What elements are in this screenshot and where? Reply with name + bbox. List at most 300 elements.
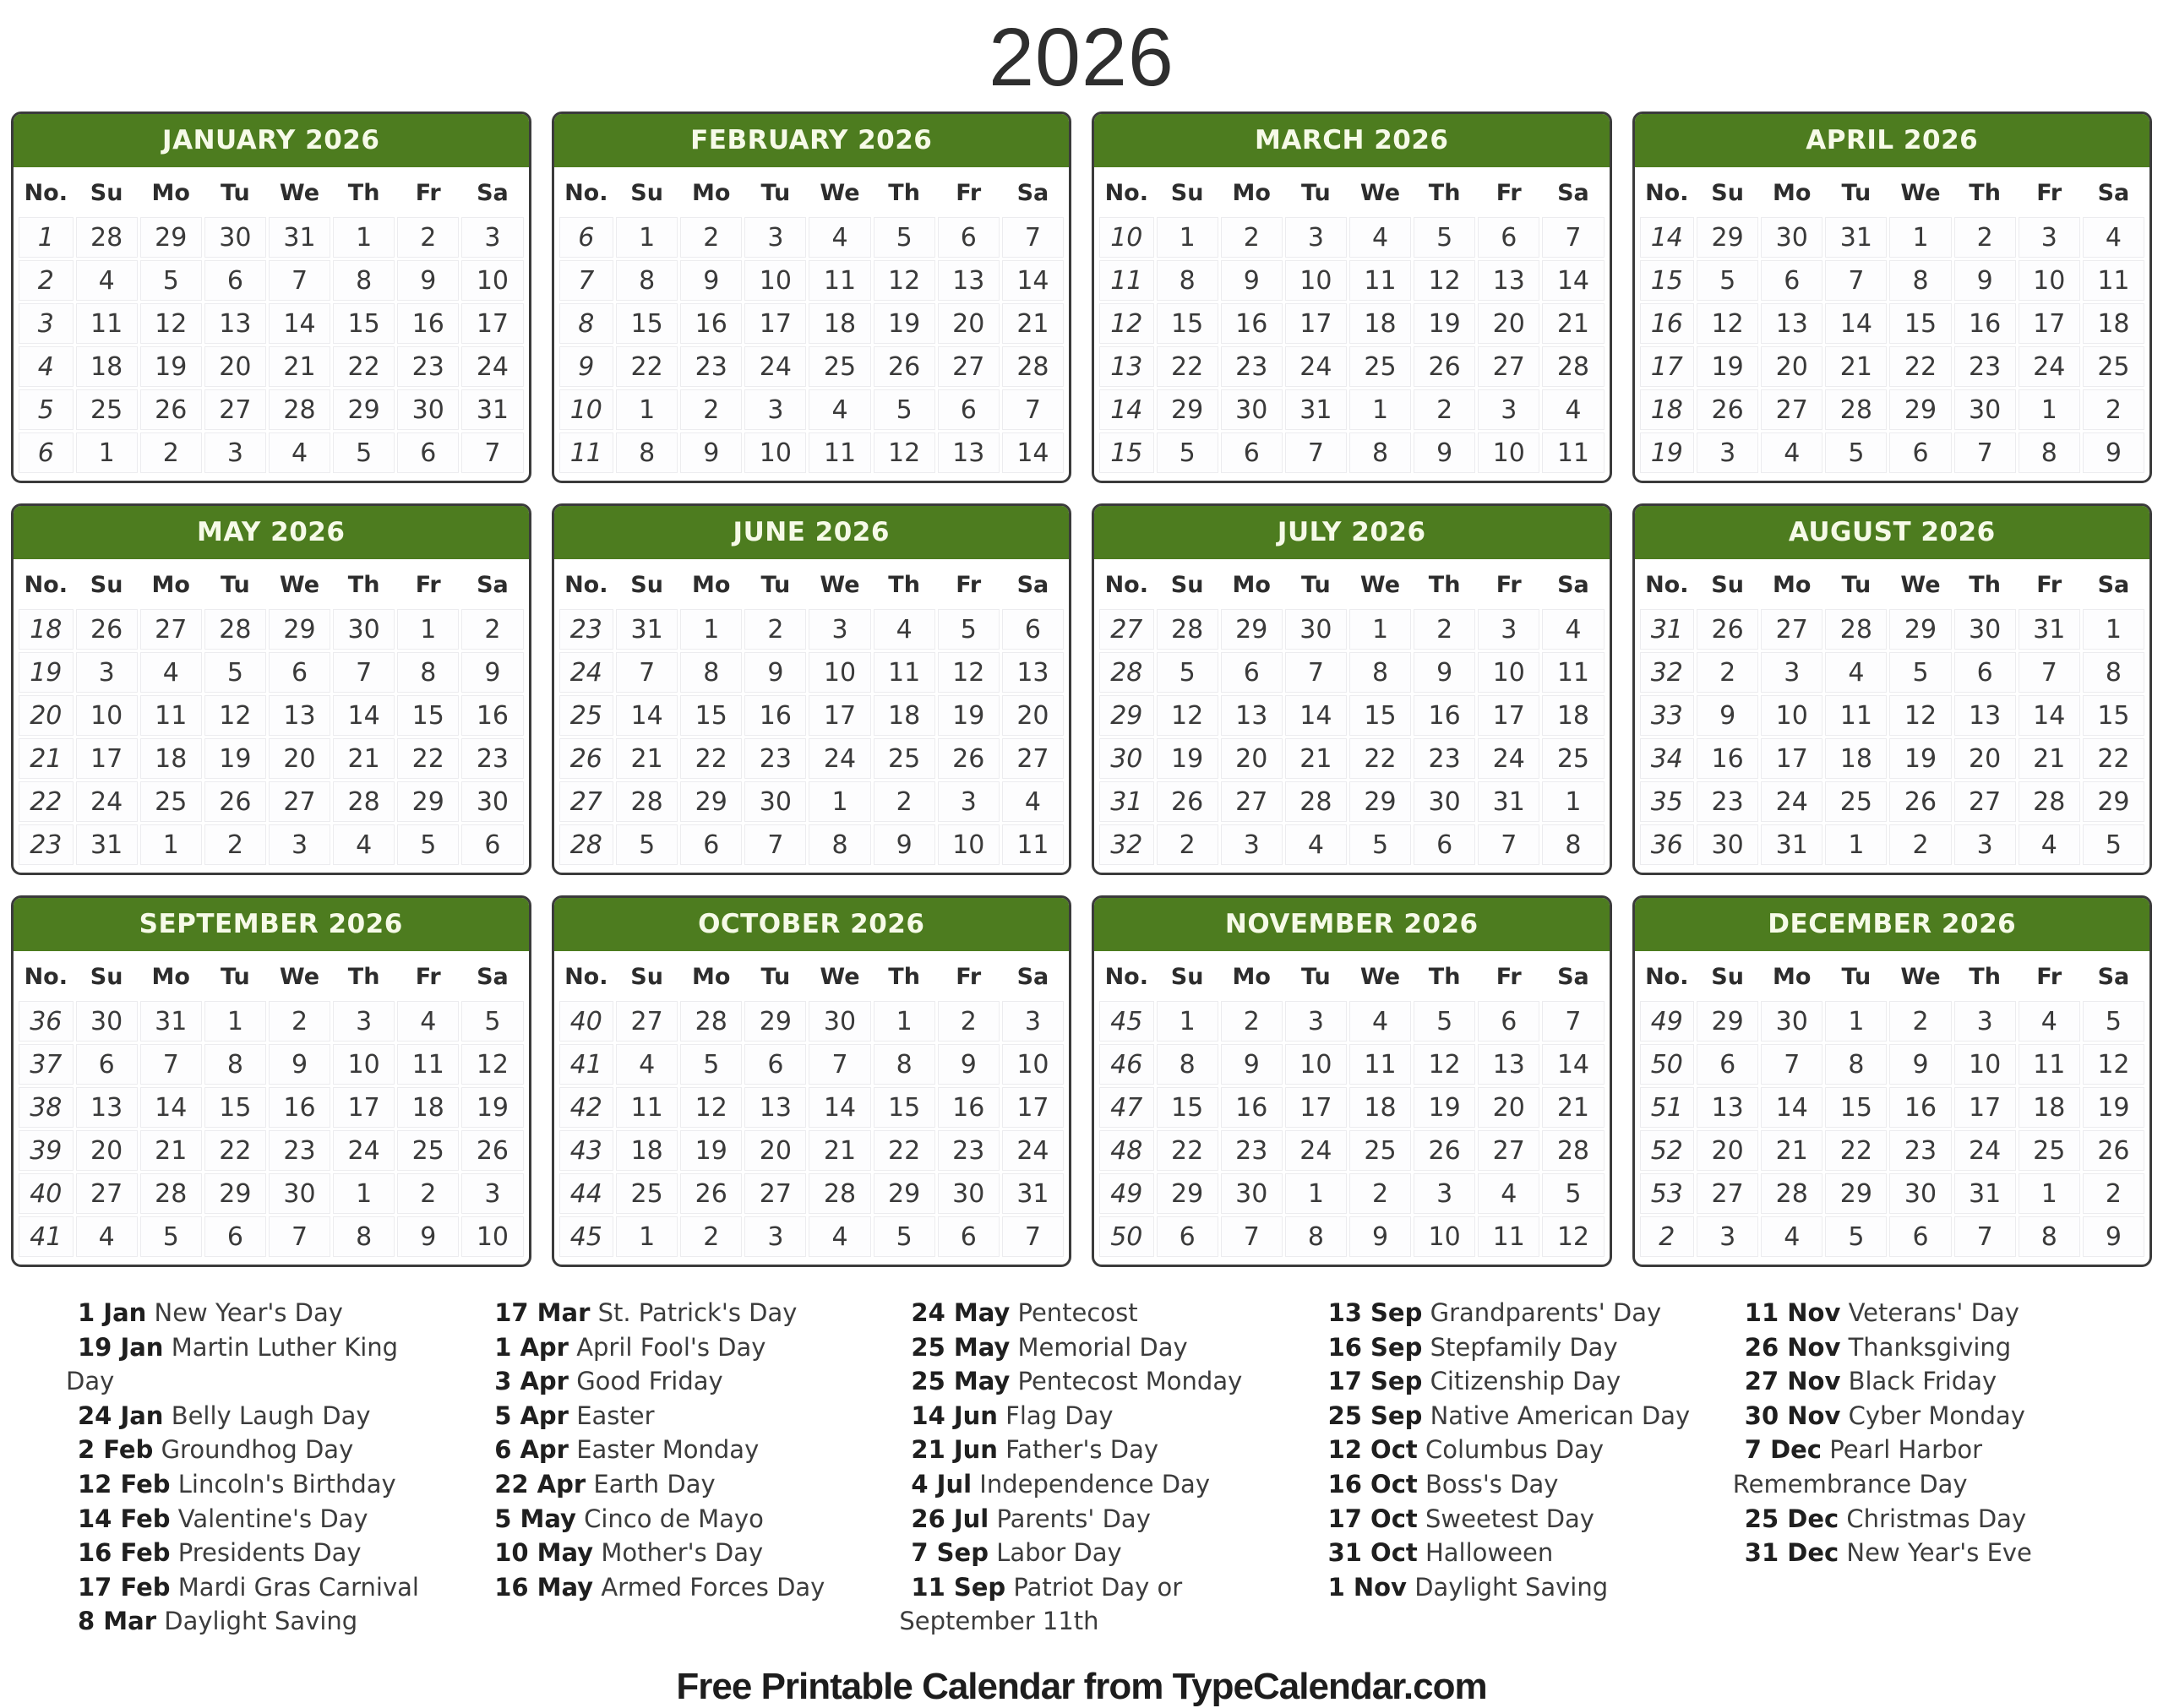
day-cell: 15	[874, 1087, 935, 1128]
holiday-name: Pentecost	[1017, 1298, 1138, 1327]
week-row	[559, 1087, 1065, 1128]
day-cell: 18	[874, 695, 935, 736]
day-cell: 4	[1285, 824, 1347, 865]
day-cell: 7	[1002, 1216, 1064, 1257]
day-cell: 15	[2083, 695, 2144, 736]
week-number-header: No.	[559, 957, 614, 998]
week-row	[559, 389, 1065, 430]
day-cell: 28	[76, 217, 138, 258]
week-number: 11	[1099, 260, 1154, 301]
holiday-item	[1316, 1570, 1696, 1605]
day-cell: 30	[397, 389, 459, 430]
holiday-day-cell: 8	[1157, 260, 1218, 301]
weekday-header: Fr	[1478, 173, 1539, 215]
weekday-header: Sa	[461, 565, 523, 607]
day-cell: 12	[1889, 695, 1951, 736]
day-cell: 1	[2019, 1173, 2080, 1214]
day-cell: 31	[1761, 824, 1822, 865]
day-cell: 24	[1954, 1130, 2016, 1171]
day-cell: 21	[1542, 303, 1604, 344]
day-cell: 22	[874, 1130, 935, 1171]
day-cell: 5	[1825, 1216, 1887, 1257]
week-row	[559, 1216, 1065, 1257]
holiday-day-cell: 8	[616, 432, 678, 473]
day-cell: 15	[204, 1087, 266, 1128]
day-cell: 12	[204, 695, 266, 736]
holiday-day-cell: 25	[140, 781, 202, 822]
day-cell: 9	[1954, 260, 2016, 301]
day-cell: 13	[1002, 652, 1064, 693]
day-cell: 29	[1157, 1173, 1218, 1214]
week-row	[559, 303, 1065, 344]
week-row	[559, 1173, 1065, 1214]
day-cell: 5	[2083, 824, 2144, 865]
week-number: 39	[19, 1130, 74, 1171]
day-cell: 25	[809, 346, 870, 387]
weekday-header: Fr	[1478, 565, 1539, 607]
day-cell: 10	[744, 260, 806, 301]
day-cell: 4	[140, 652, 202, 693]
holiday-name: Belly Laugh Day	[171, 1401, 371, 1430]
day-cell: 19	[2083, 1087, 2144, 1128]
day-cell: 27	[1954, 781, 2016, 822]
day-cell: 1	[333, 1173, 395, 1214]
week-row	[1640, 609, 2145, 650]
day-cell: 19	[1889, 738, 1951, 779]
holiday-date: 1 Nov	[1327, 1572, 1407, 1602]
holiday-date: 25 May	[911, 1367, 1011, 1396]
holiday-name: Sweetest Day	[1425, 1504, 1594, 1533]
week-number-header: No.	[559, 565, 614, 607]
day-cell: 10	[744, 432, 806, 473]
holiday-name: Independence Day	[979, 1469, 1210, 1499]
day-cell: 8	[1349, 432, 1411, 473]
day-cell: 20	[1478, 1087, 1539, 1128]
holiday-item	[66, 1502, 445, 1537]
day-cell: 8	[1889, 260, 1951, 301]
holiday-name: Columbus Day	[1425, 1435, 1605, 1465]
day-cell: 3	[76, 652, 138, 693]
day-cell: 10	[1002, 1044, 1064, 1085]
day-cell: 25	[1825, 781, 1887, 822]
week-number: 14	[1099, 389, 1154, 430]
weekday-header: Mo	[1221, 173, 1283, 215]
holiday-day-cell: 4	[1002, 781, 1064, 822]
weekday-header: Th	[333, 565, 395, 607]
day-cell: 16	[1889, 1087, 1951, 1128]
day-cell: 25	[874, 738, 935, 779]
week-row	[19, 1216, 524, 1257]
day-cell: 16	[397, 303, 459, 344]
weekday-header: Fr	[397, 957, 459, 998]
day-cell: 12	[461, 1044, 523, 1085]
day-cell: 16	[744, 695, 806, 736]
day-cell: 9	[1221, 1044, 1283, 1085]
day-cell: 30	[333, 609, 395, 650]
day-cell: 18	[1349, 303, 1411, 344]
week-number: 32	[1640, 652, 1695, 693]
day-cell: 3	[1954, 824, 2016, 865]
day-cell: 21	[269, 346, 330, 387]
day-cell: 9	[1221, 260, 1283, 301]
day-cell: 17	[1954, 1087, 2016, 1128]
week-number: 45	[559, 1216, 614, 1257]
day-cell: 11	[140, 695, 202, 736]
week-row	[1640, 1087, 2145, 1128]
day-cell: 10	[1285, 260, 1347, 301]
weekday-header: Su	[76, 173, 138, 215]
day-cell: 22	[333, 346, 395, 387]
holiday-item	[899, 1399, 1278, 1433]
day-cell: 3	[269, 824, 330, 865]
holiday-day-cell: 13	[76, 1087, 138, 1128]
day-cell: 28	[616, 781, 678, 822]
day-cell: 15	[1889, 303, 1951, 344]
month-card	[1092, 895, 1612, 1267]
day-cell: 3	[461, 217, 523, 258]
day-cell: 20	[1002, 695, 1064, 736]
holiday-name: Grandparents' Day	[1430, 1298, 1662, 1327]
weekday-header: Tu	[1825, 957, 1887, 998]
weekday-header: Su	[616, 957, 678, 998]
day-cell: 4	[269, 432, 330, 473]
month-card	[552, 112, 1072, 483]
day-cell: 8	[204, 1044, 266, 1085]
day-cell: 3	[1954, 1001, 2016, 1042]
day-cell: 28	[1542, 346, 1604, 387]
day-cell: 28	[269, 389, 330, 430]
holiday-item	[1316, 1536, 1696, 1570]
weekday-header: Tu	[204, 173, 266, 215]
day-cell: 18	[2019, 1087, 2080, 1128]
day-cell: 2	[2083, 1173, 2144, 1214]
holiday-day-cell: 17	[744, 303, 806, 344]
month-title: MARCH 2026	[1094, 114, 1610, 167]
day-cell: 24	[1761, 781, 1822, 822]
holiday-name: Daylight Saving	[1414, 1572, 1609, 1602]
day-cell: 24	[333, 1130, 395, 1171]
holiday-item	[1316, 1399, 1696, 1433]
day-cell: 3	[1478, 609, 1539, 650]
day-cell: 1	[1825, 1001, 1887, 1042]
week-number: 50	[1640, 1044, 1695, 1085]
holiday-item	[482, 1570, 862, 1605]
day-cell: 3	[1285, 217, 1347, 258]
week-row	[19, 217, 524, 258]
day-cell: 5	[874, 217, 935, 258]
day-cell: 2	[1414, 389, 1475, 430]
day-cell: 13	[1478, 1044, 1539, 1085]
day-cell: 3	[744, 389, 806, 430]
month-card	[11, 895, 531, 1267]
page-title: 2026	[989, 11, 1174, 103]
day-cell: 6	[680, 824, 742, 865]
day-cell: 28	[333, 781, 395, 822]
day-cell: 7	[269, 1216, 330, 1257]
day-cell: 6	[204, 1216, 266, 1257]
day-cell: 20	[76, 1130, 138, 1171]
day-cell: 14	[1285, 695, 1347, 736]
holiday-item	[1316, 1364, 1696, 1399]
day-cell: 20	[1478, 303, 1539, 344]
day-cell: 23	[397, 346, 459, 387]
week-number: 11	[559, 432, 614, 473]
day-cell: 7	[809, 1044, 870, 1085]
month-title: JULY 2026	[1094, 506, 1610, 559]
week-number: 32	[1099, 824, 1154, 865]
week-number: 8	[559, 303, 614, 344]
weekday-header: Th	[874, 173, 935, 215]
day-cell: 19	[1414, 1087, 1475, 1128]
day-cell: 6	[938, 389, 1000, 430]
holiday-name: Easter	[576, 1401, 655, 1430]
day-cell: 24	[2019, 346, 2080, 387]
week-row	[1640, 346, 2145, 387]
holiday-list	[0, 1267, 2163, 1639]
weekday-header: Th	[1954, 173, 2016, 215]
weekday-header: Su	[1697, 957, 1758, 998]
day-cell: 27	[1761, 609, 1822, 650]
week-number-header: No.	[1099, 957, 1154, 998]
holiday-date: 10 May	[494, 1538, 594, 1568]
holiday-day-cell: 26	[1157, 781, 1218, 822]
holiday-item	[66, 1433, 445, 1467]
day-cell: 29	[269, 609, 330, 650]
day-cell: 3	[1761, 652, 1822, 693]
week-number: 41	[559, 1044, 614, 1085]
day-cell: 9	[874, 824, 935, 865]
day-cell: 2	[1697, 652, 1758, 693]
week-row	[1099, 1001, 1605, 1042]
day-cell: 18	[1825, 738, 1887, 779]
week-number: 23	[19, 824, 74, 865]
holiday-date: 31 Oct	[1327, 1538, 1418, 1568]
day-cell: 25	[1349, 1130, 1411, 1171]
holiday-day-cell: 5	[1697, 260, 1758, 301]
day-cell: 29	[874, 1173, 935, 1214]
day-cell: 6	[269, 652, 330, 693]
day-cell: 29	[1697, 1001, 1758, 1042]
day-cell: 2	[680, 389, 742, 430]
day-cell: 28	[1825, 389, 1887, 430]
holiday-day-cell: 10	[76, 695, 138, 736]
day-cell: 1	[680, 609, 742, 650]
day-cell: 22	[1825, 1130, 1887, 1171]
holiday-day-cell: 22	[1889, 346, 1951, 387]
day-cell: 8	[1157, 1044, 1218, 1085]
day-cell: 3	[1221, 824, 1283, 865]
holiday-name: Easter Monday	[576, 1435, 760, 1465]
day-cell: 2	[397, 217, 459, 258]
week-number-header: No.	[1640, 565, 1695, 607]
week-number: 36	[1640, 824, 1695, 865]
holiday-date: 16 Oct	[1327, 1469, 1418, 1499]
day-cell: 30	[1697, 824, 1758, 865]
week-row	[19, 652, 524, 693]
week-number-header: No.	[1640, 173, 1695, 215]
day-cell: 24	[1478, 738, 1539, 779]
holiday-date: 16 Feb	[78, 1538, 171, 1568]
day-cell: 31	[1478, 781, 1539, 822]
day-cell: 22	[2083, 738, 2144, 779]
holiday-date: 16 Sep	[1327, 1332, 1423, 1362]
week-row	[559, 217, 1065, 258]
day-cell: 6	[744, 1044, 806, 1085]
holiday-item	[899, 1502, 1278, 1537]
weekday-header: Sa	[2083, 565, 2144, 607]
day-cell: 11	[616, 1087, 678, 1128]
day-cell: 15	[616, 303, 678, 344]
week-row	[19, 389, 524, 430]
day-cell: 19	[680, 1130, 742, 1171]
day-cell: 26	[1889, 781, 1951, 822]
day-cell: 7	[1002, 217, 1064, 258]
day-cell: 25	[1542, 738, 1604, 779]
holiday-date: 16 May	[494, 1572, 594, 1602]
day-cell: 25	[2083, 346, 2144, 387]
day-cell: 30	[1285, 609, 1347, 650]
month-title: DECEMBER 2026	[1635, 898, 2150, 951]
day-cell: 23	[461, 738, 523, 779]
day-cell: 8	[1285, 1216, 1347, 1257]
day-cell: 11	[874, 652, 935, 693]
day-cell: 22	[1349, 738, 1411, 779]
weekday-header: We	[1349, 173, 1411, 215]
week-row	[19, 824, 524, 865]
day-cell: 16	[1414, 695, 1475, 736]
holiday-date: 27 Nov	[1744, 1367, 1841, 1396]
weekday-header: Su	[1697, 565, 1758, 607]
weekday-header: Su	[616, 173, 678, 215]
day-cell: 21	[1761, 1130, 1822, 1171]
day-cell: 6	[76, 1044, 138, 1085]
day-cell: 11	[2019, 1044, 2080, 1085]
day-cell: 2	[1889, 824, 1951, 865]
day-cell: 8	[680, 652, 742, 693]
month-table	[557, 955, 1067, 1259]
holiday-name: Pearl Harbor Remembrance Day	[1732, 1435, 1983, 1499]
month-table	[1637, 563, 2148, 868]
week-number: 18	[1640, 389, 1695, 430]
day-cell: 23	[1221, 1130, 1283, 1171]
holiday-item	[1733, 1364, 2112, 1399]
day-cell: 4	[1349, 1001, 1411, 1042]
day-cell: 18	[1349, 1087, 1411, 1128]
holiday-item	[66, 1467, 445, 1502]
day-cell: 9	[744, 652, 806, 693]
holiday-day-cell: 11	[397, 1044, 459, 1085]
week-number: 36	[19, 1001, 74, 1042]
month-table	[1637, 955, 2148, 1259]
day-cell: 28	[1761, 1173, 1822, 1214]
holiday-item	[899, 1364, 1278, 1399]
day-cell: 18	[809, 303, 870, 344]
holiday-date: 1 Apr	[494, 1332, 569, 1362]
day-cell: 9	[397, 260, 459, 301]
holiday-day-cell: 12	[680, 1087, 742, 1128]
day-cell: 17	[1761, 738, 1822, 779]
day-cell: 13	[1761, 303, 1822, 344]
holiday-name: Memorial Day	[1017, 1332, 1188, 1362]
weekday-header: Fr	[938, 565, 1000, 607]
day-cell: 1	[1157, 217, 1218, 258]
holiday-date: 8 Mar	[78, 1607, 157, 1636]
day-cell: 8	[616, 260, 678, 301]
week-number: 44	[559, 1173, 614, 1214]
day-cell: 22	[680, 738, 742, 779]
weekday-header: Th	[333, 957, 395, 998]
day-cell: 10	[2019, 260, 2080, 301]
day-cell: 24	[809, 738, 870, 779]
day-cell: 30	[204, 217, 266, 258]
week-number: 37	[19, 1044, 74, 1085]
day-cell: 2	[680, 1216, 742, 1257]
week-number-header: No.	[559, 173, 614, 215]
holiday-date: 31 Dec	[1744, 1538, 1839, 1568]
day-cell: 13	[1478, 260, 1539, 301]
day-cell: 1	[397, 609, 459, 650]
week-row	[559, 1130, 1065, 1171]
week-number: 43	[559, 1130, 614, 1171]
week-number: 25	[559, 695, 614, 736]
day-cell: 2	[397, 1173, 459, 1214]
holiday-day-cell: 25	[2019, 1130, 2080, 1171]
day-cell: 13	[1954, 695, 2016, 736]
week-row	[1099, 738, 1605, 779]
week-number: 41	[19, 1216, 74, 1257]
holiday-column	[1733, 1296, 2112, 1639]
holiday-date: 4 Jul	[911, 1469, 973, 1499]
day-cell: 5	[1889, 652, 1951, 693]
month-card	[11, 112, 531, 483]
day-cell: 6	[1954, 652, 2016, 693]
day-cell: 11	[1825, 695, 1887, 736]
day-cell: 12	[874, 432, 935, 473]
day-cell: 8	[333, 1216, 395, 1257]
day-cell: 2	[1221, 217, 1283, 258]
month-title: OCTOBER 2026	[554, 898, 1070, 951]
day-cell: 16	[1221, 303, 1283, 344]
weekday-header: Mo	[140, 565, 202, 607]
weekday-header: Su	[616, 565, 678, 607]
day-cell: 10	[333, 1044, 395, 1085]
holiday-day-cell: 1	[1349, 389, 1411, 430]
weekday-header: Tu	[744, 957, 806, 998]
day-cell: 15	[397, 695, 459, 736]
weekday-header: Mo	[140, 957, 202, 998]
day-cell: 16	[1697, 738, 1758, 779]
day-cell: 5	[397, 824, 459, 865]
holiday-date: 25 Sep	[1327, 1401, 1423, 1430]
day-cell: 4	[1761, 1216, 1822, 1257]
week-number: 14	[1640, 217, 1695, 258]
week-number: 22	[19, 781, 74, 822]
week-number: 4	[19, 346, 74, 387]
day-cell: 29	[2083, 781, 2144, 822]
day-cell: 26	[938, 738, 1000, 779]
day-cell: 1	[1285, 1173, 1347, 1214]
day-cell: 4	[809, 217, 870, 258]
week-row	[1099, 609, 1605, 650]
day-cell: 9	[1414, 652, 1475, 693]
day-cell: 13	[204, 303, 266, 344]
day-cell: 11	[76, 303, 138, 344]
month-card	[552, 895, 1072, 1267]
holiday-item	[482, 1296, 862, 1330]
holiday-name: St. Patrick's Day	[597, 1298, 798, 1327]
day-cell: 6	[204, 260, 266, 301]
day-cell: 24	[1285, 1130, 1347, 1171]
